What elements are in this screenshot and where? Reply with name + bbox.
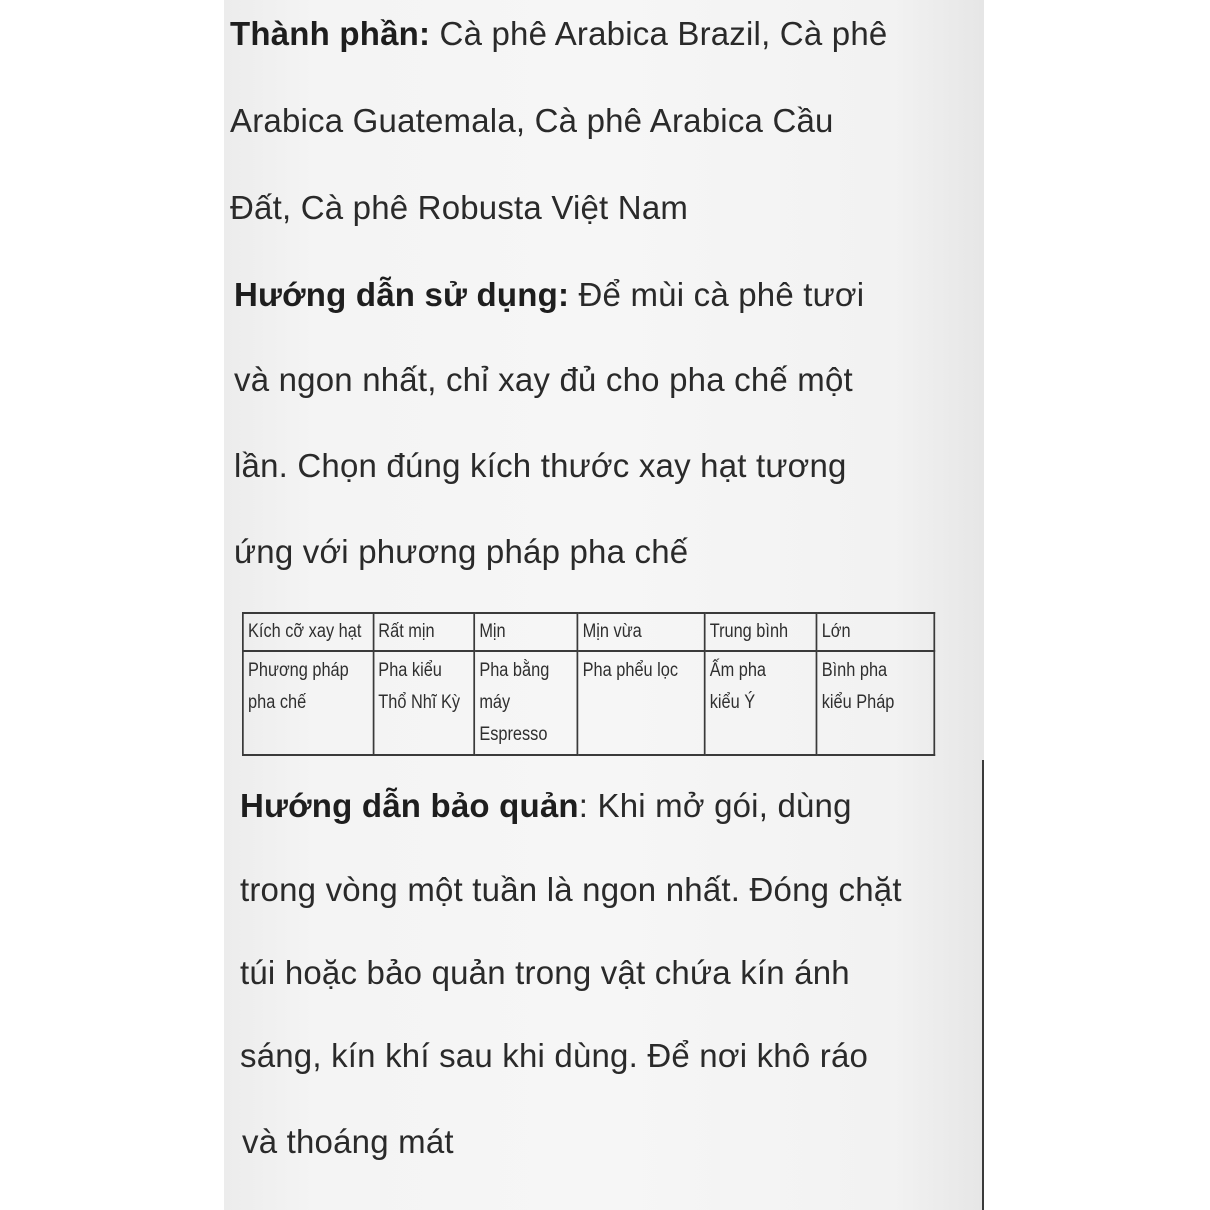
method-line: Thổ Nhĩ Kỳ <box>378 692 461 713</box>
grind-header-very-fine: Rất mịn <box>373 613 474 651</box>
ingredients-line-2: Arabica Guatemala, Cà phê Arabica Cầu <box>230 102 834 139</box>
storage-line-4: sáng, kín khí sau khi dùng. Để nơi khô ráo <box>240 1037 869 1074</box>
row-label-line: Phương pháp <box>248 660 349 681</box>
label-paper <box>224 0 984 1210</box>
method-fine <box>474 651 577 755</box>
ingredients-label: Thành phần: <box>230 15 431 52</box>
method-line: Pha kiểu <box>378 660 442 681</box>
method-line: kiểu Ý <box>709 692 756 713</box>
method-coarse <box>817 651 935 755</box>
grind-table-method-row <box>243 651 934 755</box>
grind-header-size: Kích cỡ xay hạt <box>243 613 373 651</box>
storage-line-5: và thoáng mát <box>242 1123 454 1160</box>
usage-line-3: lần. Chọn đúng kích thước xay hạt tương <box>234 447 847 484</box>
ingredients-text-1: Cà phê Arabica Brazil, Cà phê <box>430 15 888 52</box>
storage-line-3: túi hoặc bảo quản trong vật chứa kín ánh <box>240 954 850 991</box>
method-line: máy <box>479 692 511 713</box>
ingredients-line-3: Đất, Cà phê Robusta Việt Nam <box>230 189 689 226</box>
method-line: Ấm pha <box>709 660 767 681</box>
grind-table-header-row <box>243 613 934 651</box>
grind-row-label <box>243 651 373 755</box>
usage-line-2: và ngon nhất, chỉ xay đủ cho pha chế một <box>234 361 853 398</box>
grind-header-coarse: Lớn <box>817 613 935 651</box>
storage-line-1 <box>240 786 852 826</box>
storage-line-2: trong vòng một tuần là ngon nhất. Đóng chặt <box>240 871 902 908</box>
grind-header-medium-fine: Mịn vừa <box>577 613 704 651</box>
label-edge-shadow <box>982 760 984 1210</box>
usage-line-4: ứng với phương pháp pha chế <box>234 533 689 570</box>
method-medium <box>705 651 817 755</box>
usage-text-1: Để mùi cà phê tươi <box>569 276 865 313</box>
usage-label: Hướng dẫn sử dụng: <box>234 276 570 313</box>
method-line: Pha phểu lọc <box>582 660 679 681</box>
method-medium-fine <box>577 651 704 755</box>
ingredients-line-1 <box>230 14 887 54</box>
storage-label: Hướng dẫn bảo quản <box>240 787 579 824</box>
grind-size-table <box>242 612 935 756</box>
storage-text-1: : Khi mở gói, dùng <box>578 787 852 824</box>
method-line: Bình pha <box>821 660 888 681</box>
grind-header-medium: Trung bình <box>705 613 817 651</box>
row-label-line: pha chế <box>248 692 307 713</box>
method-very-fine <box>373 651 474 755</box>
usage-line-1 <box>234 275 864 315</box>
method-line: kiểu Pháp <box>821 692 895 713</box>
grind-header-fine: Mịn <box>474 613 577 651</box>
method-line: Espresso <box>479 724 548 745</box>
method-line: Pha bằng <box>479 660 550 681</box>
